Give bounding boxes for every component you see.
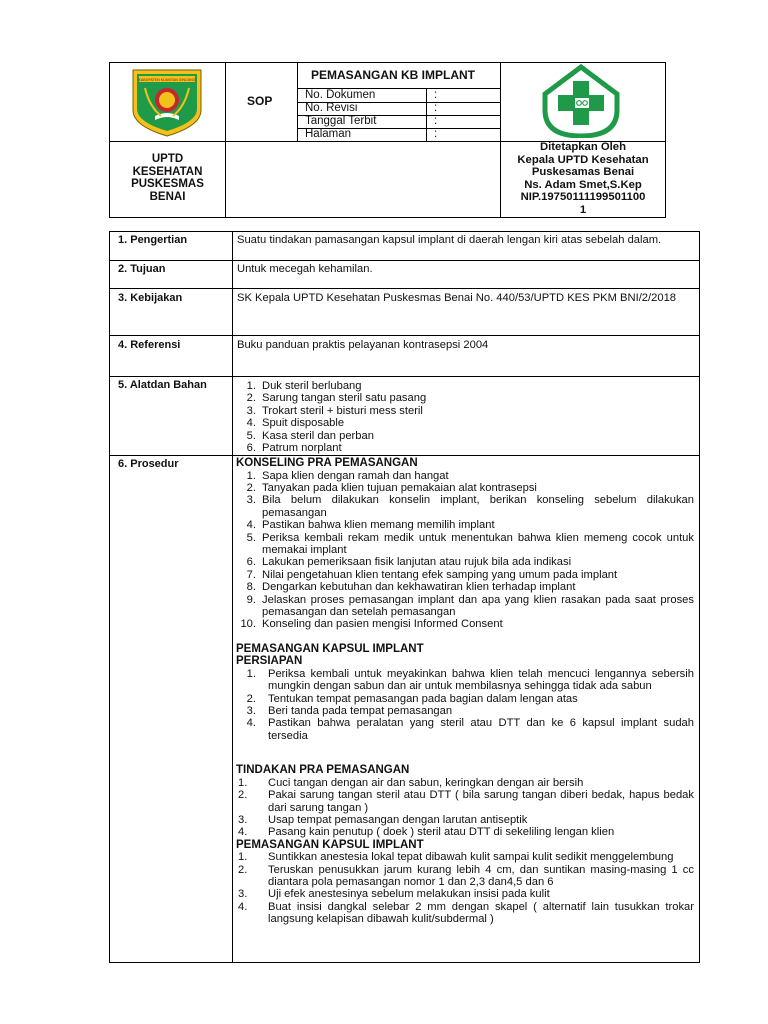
organization-name (110, 153, 225, 203)
crest-banner-text: KABUPATEN KUANTAN SINGINGI (138, 78, 196, 82)
list-item: 2. Pakai sarung tangan steril atau DTT ( bila sarung tangan diberi bedak, hapus bedak dari sarung tangan ) (238, 789, 694, 814)
list-item: 7. Nilai pengetahuan klien tentang efek samping yang umum pada implant (246, 568, 618, 581)
list-item: 9. Jelaskan proses pemasangan implant dan apa yang klien rasakan pada saat proses pemasangan dan setelah pemasangan (246, 593, 694, 618)
list-item: 1. Sapa klien dengan ramah dan hangat (246, 469, 449, 482)
list-item: 1. Suntikkan anestesia lokal tepat dibawah kulit sampai kulit sedikit menggelembung (238, 851, 674, 864)
list-item: 4. Spuit disposable (246, 417, 345, 430)
column-divider (232, 231, 233, 963)
meta-label: Tanggal Terbit (305, 115, 377, 127)
text-kebijakan: SK Kepala UPTD Kesehatan Puskesmas Benai No. 440/53/UPTD KES PKM BNI/2/2018 (237, 292, 677, 304)
prosedur-content (236, 457, 694, 926)
approval-line: Puskesamas Benai (531, 166, 635, 179)
list-item: 1. Duk steril berlubang (246, 380, 362, 392)
meta-label: No. Revisi (305, 102, 358, 114)
meta-sep: : (434, 102, 438, 114)
approval-line: Kepala UPTD Kesehatan (517, 153, 649, 166)
row-divider (109, 376, 700, 377)
org-line: PUSKESMAS (131, 178, 204, 190)
sop-label: SOP (247, 94, 273, 108)
label-alat-bahan: 5. Alatdan Bahan (118, 379, 207, 391)
approval-block (501, 141, 665, 217)
org-line: UPTD (151, 153, 184, 165)
meta-tanggal-terbit (301, 115, 500, 128)
row-divider (109, 260, 700, 261)
list-item: 3. Usap tempat pemasangan dengan larutan antiseptik (238, 813, 528, 826)
label-prosedur: 6. Prosedur (118, 458, 179, 470)
meta-sep: : (434, 115, 438, 127)
list-item: 3. Bila belum dilakukan konselin implant, berikan konseling sebelum dilakukan pemasangan (246, 494, 694, 519)
section-heading: TINDAKAN PRA PEMASANGAN (236, 764, 410, 777)
section-heading: KONSELING PRA PEMASANGAN (236, 457, 418, 469)
list-item: 6. Lakukan pemeriksaan fisik lanjutan atau rujuk bila ada indikasi (246, 556, 572, 569)
alat-bahan-list (236, 380, 691, 454)
row-divider (109, 288, 700, 289)
list-item: 4. Pasang kain penutup ( doek ) steril atau DTT di sekeliling lengan klien (238, 826, 615, 839)
row-divider (109, 455, 700, 456)
list-item: 1. Cuci tangan dengan air dan sabun, keringkan dengan air bersih (238, 776, 584, 789)
label-pengertian: 1. Pengertian (118, 234, 188, 246)
meta-halaman (301, 128, 500, 141)
list-item: 1. Periksa kembali untuk meyakinkan bahwa klien telah mencuci lengannya sebersih mungkin dengan sabun dan air untuk membilasnya sehingga tidak ada sabun (246, 667, 694, 693)
list-item: 4. Pastikan bahwa peralatan yang steril atau DTT dan ke 6 kapsul implant sudah tersedia (246, 717, 694, 742)
label-referensi: 4. Referensi (118, 339, 181, 351)
document-title: PEMASANGAN KB IMPLANT (311, 68, 475, 82)
section-heading: PEMASANGAN KAPSUL IMPLANT (236, 838, 424, 851)
row-divider (109, 335, 700, 336)
list-item: 4. Pastikan bahwa klien memang memilih implant (246, 519, 495, 532)
header-divider (225, 62, 226, 218)
label-tujuan: 2. Tujuan (118, 263, 166, 275)
text-tujuan: Untuk mecegah kehamilan. (237, 263, 373, 275)
list-item: 6. Patrum norplant (246, 442, 342, 455)
list-item: 3. Trokart steril + bisturi mess steril (246, 404, 423, 417)
regency-crest-logo (127, 66, 207, 138)
list-item: 5. Kasa steril dan perban (246, 429, 374, 442)
list-item: 10. Konseling dan pasien mengisi Informed Consent (240, 618, 503, 631)
org-line: BENAI (149, 190, 186, 203)
text-pengertian: Suatu tindakan pamasangan kapsul implant di daerah lengan kiri atas sebelah dalam. (237, 234, 662, 246)
list-item: 2. Tanyakan pada klien tujuan pemakaian alat kontrasepsi (246, 481, 537, 494)
list-item: 4. Buat insisi dangkal selebar 2 mm dengan skapel ( alternatif lain tusukkan trokar langsung kelapisan dibawah kulit/subdermal ) (238, 900, 694, 926)
approval-line: Ditetapkan Oleh (539, 141, 626, 153)
meta-sep: : (434, 89, 438, 101)
org-line: KESEHATAN (132, 165, 203, 178)
list-item: 2. Teruskan penusukkan jarum kurang lebih 4 cm, dan suntikan masing-masing 1 cc diantara pola pemasangan nomor 1 dan 2,3 dan4,5 dan 6 (238, 863, 694, 889)
text-referensi: Buku panduan praktis pelayanan kontrasepsi 2004 (237, 339, 489, 351)
list-item: 3. Beri tanda pada tempat pemasangan (246, 705, 453, 717)
list-item: 2. Sarung tangan steril satu pasang (246, 392, 427, 405)
section-heading: PERSIAPAN (236, 655, 303, 668)
meta-sep: : (434, 128, 438, 140)
section-heading: PEMASANGAN KAPSUL IMPLANT (236, 642, 424, 655)
meta-label: Halaman (305, 128, 352, 140)
approval-line: NIP.19750111199501100 (520, 191, 646, 204)
list-item: 2. Tentukan tempat pemasangan pada bagian dalam lengan atas (246, 692, 578, 705)
label-kebijakan: 3. Kebijakan (118, 292, 183, 304)
meta-no-dokumen (301, 89, 500, 102)
meta-no-revisi (301, 102, 500, 115)
approval-line: Ns. Adam Smet,S.Kep (524, 178, 642, 191)
puskesmas-cross-logo (541, 64, 621, 138)
list-item: 8. Dengarkan kebutuhan dan kekhawatiran klien terhadap implant (246, 581, 576, 594)
approval-line: 1 (579, 203, 587, 216)
list-item: 3. Uji efek anestesinya sebelum melakukan insisi pada kulit (238, 888, 550, 901)
list-item: 5. Periksa kembali rekam medik untuk menentukan bahwa klien memeng cocok untuk memakai implant (246, 531, 694, 556)
meta-label: No. Dokumen (305, 89, 376, 101)
